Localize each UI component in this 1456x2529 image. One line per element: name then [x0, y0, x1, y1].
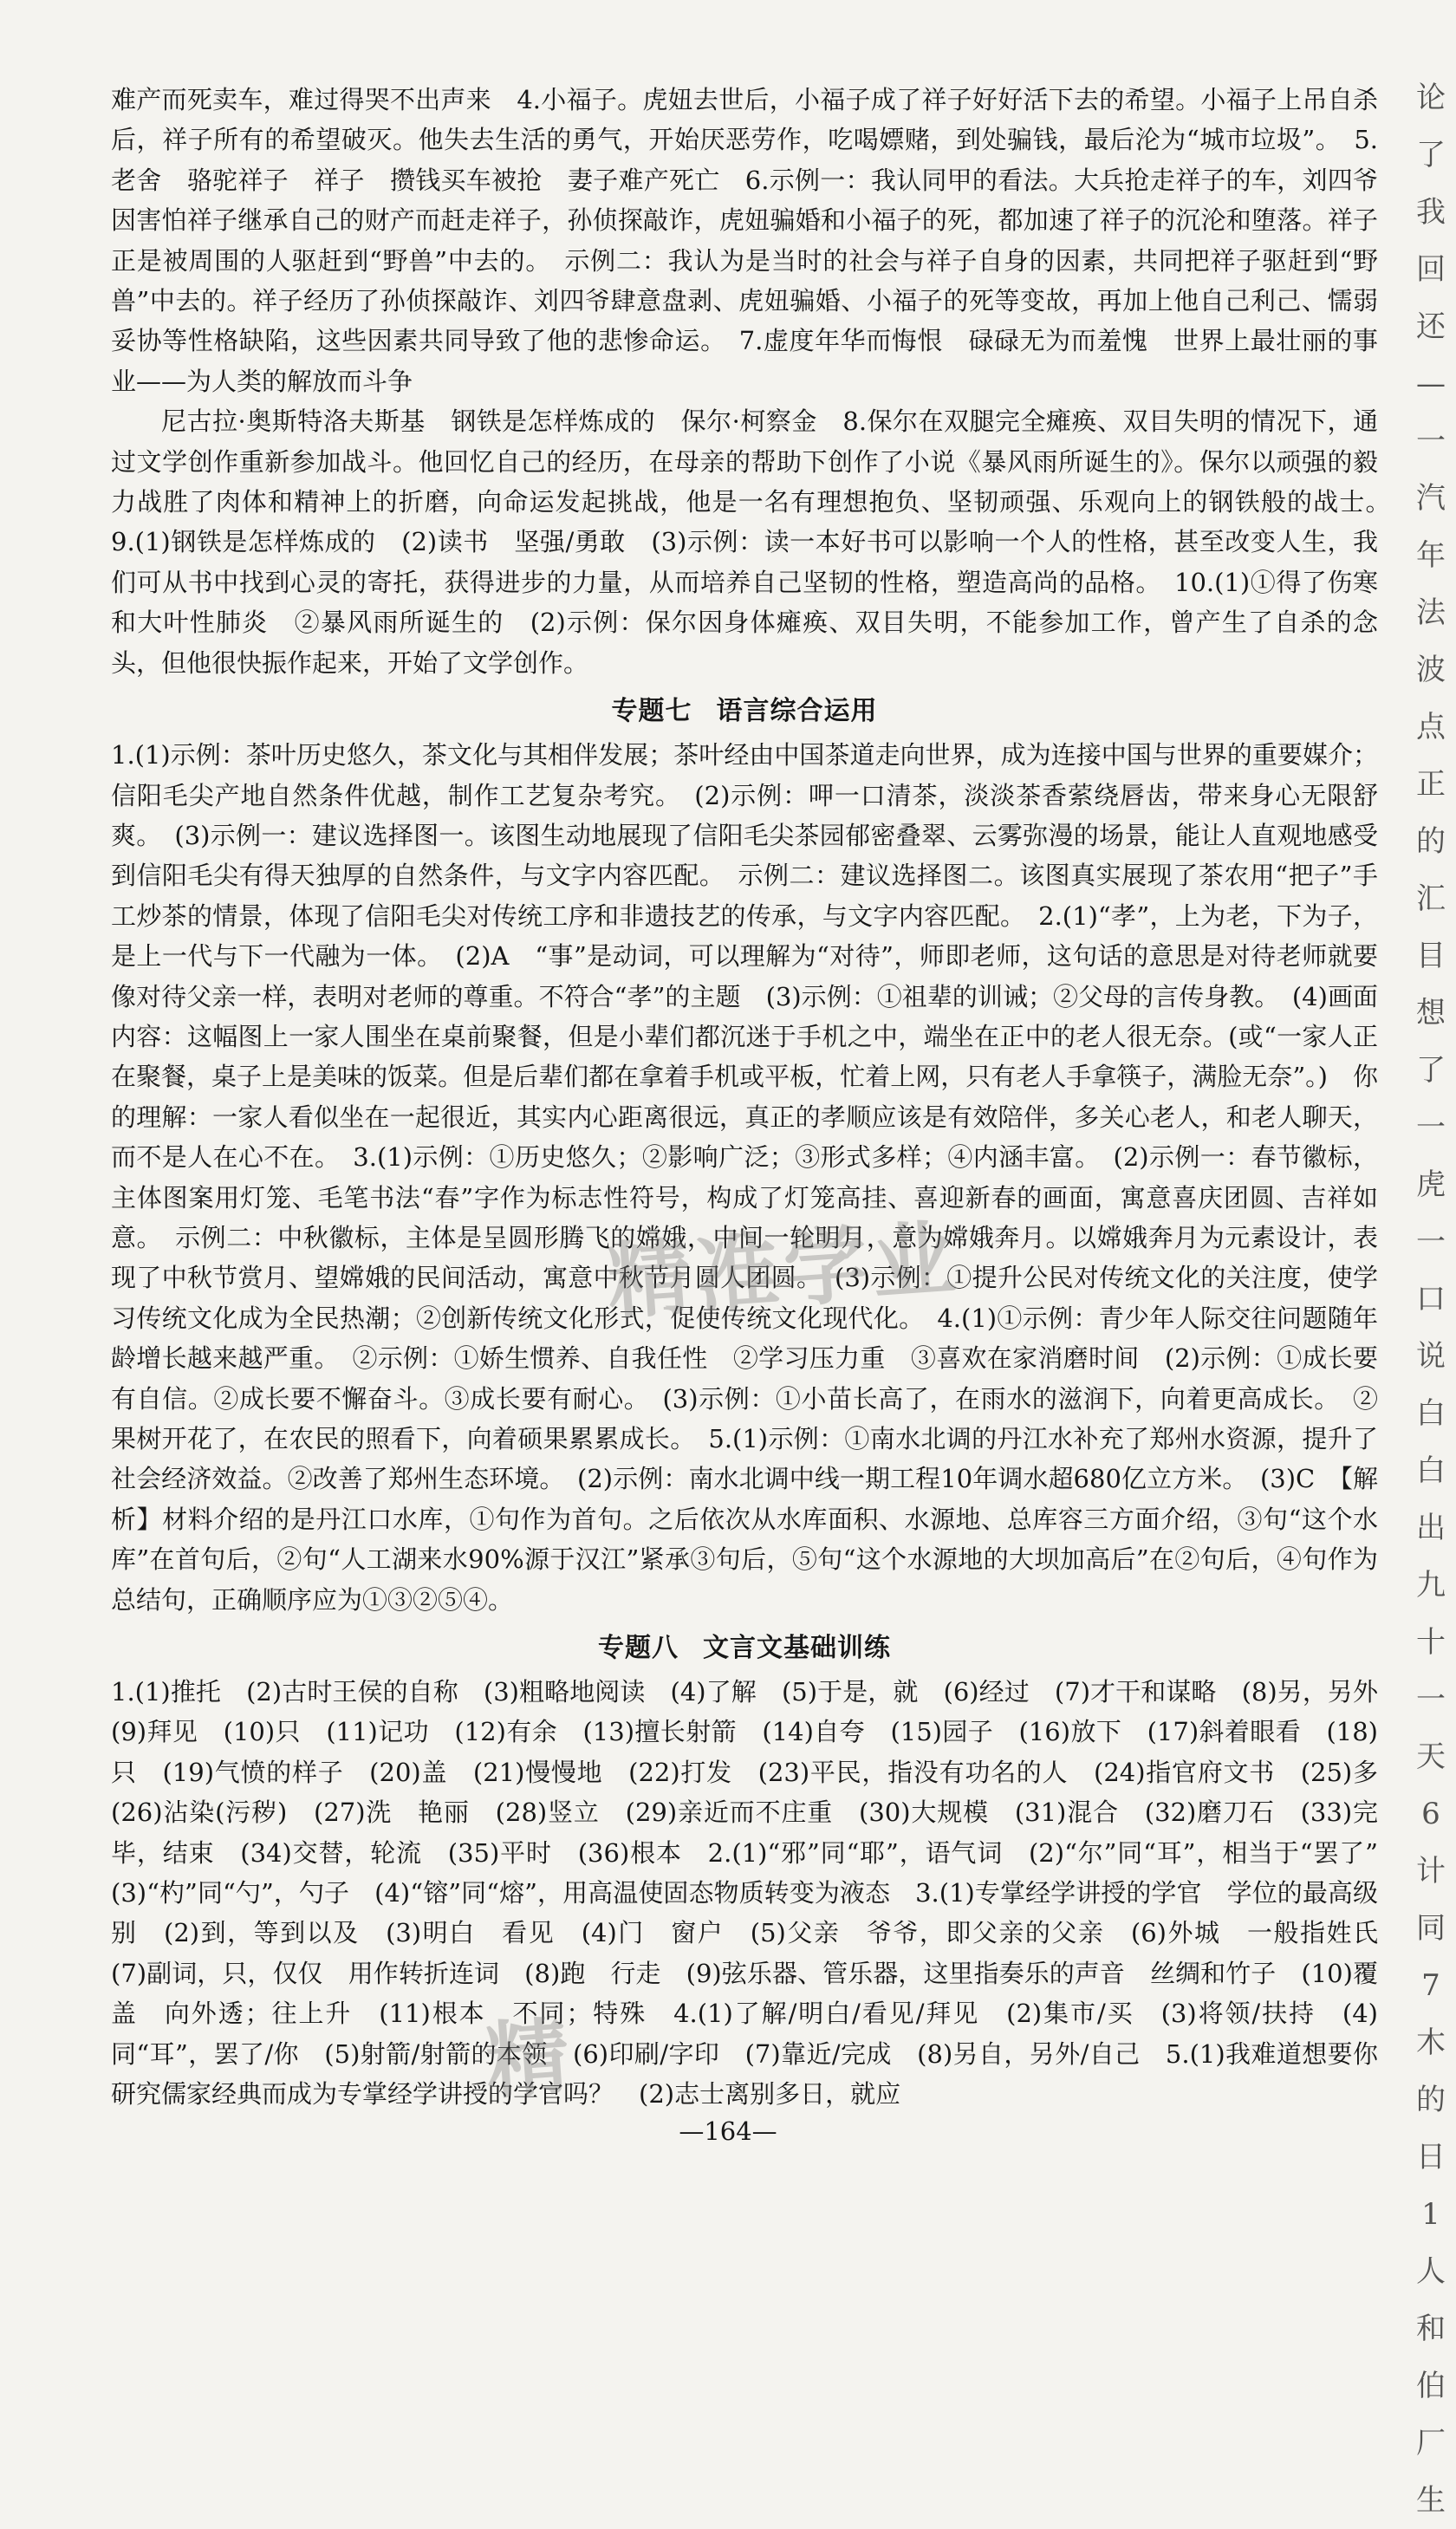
edge-glyph: 我	[1416, 195, 1446, 230]
section-7-answers: 1.(1)示例：茶叶历史悠久，茶文化与其相伴发展；茶叶经由中国茶道走向世界，成为连接中国与世界的重要媒介；信阳毛尖产地自然条件优越，制作工艺复杂考究。 (2)示例：呷一口清茶，淡淡茶香萦绕唇齿，带来身心无限舒爽。 (3)示例一：建议选择图一。该图生动地展现了信阳毛尖茶园郁密叠翠、云雾弥漫的场景，能让人直观地感受到信阳毛尖有得天独厚的自然条件，与文字内容匹配。 示例二：建议选择图二。该图真实展现了茶农用“把子”手工炒茶的情景，体现了信阳毛尖对传统工序和非遗技艺的传承，与文字内容匹配。 2.(1)“孝”，上为老，下为子，是上一代与下一代融为一体。 (2)A “事”是动词，可以理解为“对待”，师即老师，这句话的意思是对待老师就要像对待父亲一样，表明对老师的尊重。不符合“孝”的主题 (3)示例：①祖辈的训诫；②父母的言传身教。 (4)画面内容：这幅图上一家人围坐在桌前聚餐，但是小辈们都沉迷于手机之中，端坐在正中的老人很无奈。(或“一家人正在聚餐，桌子上是美味的饭菜。但是后辈们都在拿着手机或平板，忙着上网，只有老人手拿筷子，满脸无奈”。) 你的理解：一家人看似坐在一起很近，其实内心距离很远，真正的孝顺应该是有效陪伴，多关心老人，和老人聊天，而不是人在心不在。 3.(1)示例：①历史悠久；②影响广泛；③形式多样；④内涵丰富。 (2)示例一：春节徽标，主体图案用灯笼、毛笔书法“春”字作为标志性符号，构成了灯笼高挂、喜迎新春的画面，寓意喜庆团圆、吉祥如意。 示例二：中秋徽标，主体是呈圆形腾飞的嫦娥，中间一轮明月，意为嫦娥奔月。以嫦娥奔月为元素设计，表现了中秋节赏月、望嫦娥的民间活动，寓意中秋节月圆人团圆。 (3)示例：①提升公民对传统文化的关注度，使学习传统文化成为全民热潮；②创新传统文化形式，促使传统文化现代化。 4.(1)①示例：青少年人际交往问题随年龄增长越来越严重。 ②示例：①娇生惯养、自我任性 ②学习压力重 ③喜欢在家消磨时间 (2)示例：①成长要有自信。②成长要不懈奋斗。③成长要有耐心。 (3)示例：①小苗长高了，在雨水的滋润下，向着更高成长。 ②果树开花了，在农民的照看下，向着硕果累累成长。 5.(1)示例：①南水北调的丹江水补充了郑州水资源，提升了社会经济效益。②改善了郑州生态环境。 (2)示例：南水北调中线一期工程10年调水超680亿立方米。 (3)C 【解析】材料介绍的是丹江口水库，①句作为首句。之后依次从水库面积、水源地、总库容三方面介绍，③句“这个水库”在首句后，②句“人工湖来水90%源于汉江”紧承③句后，⑤句“这个水源地的大坝加高后”在②句后，④句作为总结句，正确顺序应为①③②⑤④。	[111, 740, 1378, 1615]
watermark: 精准学业	[604, 1209, 964, 1332]
edge-glyph: 点	[1416, 710, 1446, 744]
edge-glyph: 说	[1416, 1339, 1446, 1374]
answer-paragraph-2: 尼古拉·奥斯特洛夫斯基 钢铁是怎样炼成的 保尔·柯察金 8.保尔在双腿完全瘫痪、双目失明的情况下，通过文学创作重新参加战斗。他回忆自己的经历，在母亲的帮助下创作了小说《暴风雨所诞生的》。保尔以顽强的毅力战胜了肉体和精神上的折磨，向命运发起挑战，他是一名有理想抱负、坚韧顽强、乐观向上的钢铁般的战士。 9.(1)钢铁是怎样炼成的 (2)读书 坚强/勇敢 (3)示例：读一本好书可以影响一个人的性格，甚至改变人生，我们可从书中找到心灵的寄托，获得进步的力量，从而培养自己坚韧的性格，塑造高尚的品格。 10.(1)①得了伤寒和大叶性肺炎 ②暴风雨所诞生的 (2)示例：保尔因身体瘫痪、双目失明，不能参加工作，曾产生了自杀的念头，但他很快振作起来，开始了文学创作。	[111, 406, 1404, 678]
edge-glyph: 7	[1421, 1968, 1440, 2003]
edge-glyph: —	[1416, 367, 1446, 401]
edge-glyph: 白	[1416, 1453, 1446, 1488]
section-title-8: 文言文基础训练	[703, 1633, 891, 1664]
edge-glyph: 一	[1416, 1110, 1446, 1145]
edge-glyph: 一	[1416, 1682, 1446, 1717]
edge-glyph: 和	[1416, 2311, 1446, 2346]
edge-glyph: 同	[1416, 1911, 1446, 1946]
edge-glyph: 十	[1416, 1625, 1446, 1660]
edge-glyph: 一	[1416, 1225, 1446, 1259]
edge-glyph: 还	[1416, 309, 1446, 344]
edge-glyph: 计	[1416, 1854, 1446, 1889]
page-number: —164—	[679, 2116, 777, 2146]
edge-glyph: 法	[1416, 595, 1446, 630]
answer-paragraph-1: 难产而死卖车，难过得哭不出声来 4.小福子。虎妞去世后，小福子成了祥子好好活下去的希望。小福子上吊自杀后，祥子所有的希望破灭。他失去生活的勇气，开始厌恶劳作，吃喝嫖赌，到处骗钱，最后沦为“城市垃圾”。 5.老舍 骆驼祥子 祥子 攒钱买车被抢 妻子难产死亡 6.示例一：我认同甲的看法。大兵抢走祥子的车，刘四爷因害怕祥子继承自己的财产而赶走祥子，孙侦探敲诈，虎妞骗婚和小福子的死，都加速了祥子的沉沦和堕落。祥子正是被周围的人驱赶到“野兽”中去的。 示例二：我认为是当时的社会与祥子自身的因素，共同把祥子驱赶到“野兽”中去的。祥子经历了孙侦探敲诈、刘四爷肆意盘剥、虎妞骗婚、小福子的死等变故，再加上他自己利己、懦弱妥协等性格缺陷，这些因素共同导致了他的悲惨命运。 7.虚度年华而悔恨 碌碌无为而羞愧 世界上最壮丽的事业——为人类的解放而斗争	[111, 85, 1378, 396]
edge-glyph: 想	[1416, 996, 1446, 1030]
edge-glyph: 白	[1416, 1396, 1446, 1431]
adjacent-page-edge	[1406, 69, 1456, 2518]
edge-glyph: 日	[1416, 2140, 1446, 2175]
edge-glyph: 正	[1416, 767, 1446, 802]
edge-glyph: 汽	[1416, 481, 1446, 516]
edge-glyph: 论	[1416, 81, 1446, 115]
edge-glyph: 的	[1416, 824, 1446, 859]
edge-glyph: 九	[1416, 1568, 1446, 1603]
edge-glyph: 6	[1421, 1797, 1440, 1831]
edge-glyph: 回	[1416, 252, 1446, 287]
section-title-7: 语言综合运用	[716, 696, 878, 727]
edge-glyph: 天	[1416, 1739, 1446, 1774]
edge-glyph: 了	[1416, 1053, 1446, 1088]
edge-glyph: 生	[1416, 2483, 1446, 2518]
edge-glyph: 虎	[1416, 1167, 1446, 1202]
edge-glyph: 厂	[1416, 2426, 1446, 2461]
edge-glyph: 目	[1416, 939, 1446, 973]
edge-glyph: 了	[1416, 138, 1446, 172]
edge-glyph: 一	[1416, 424, 1446, 458]
edge-glyph: 波	[1416, 653, 1446, 687]
edge-glyph: 汇	[1416, 881, 1446, 916]
edge-glyph: 口	[1416, 1282, 1446, 1317]
section-heading-8	[111, 1629, 1378, 1668]
edge-glyph: 人	[1416, 2254, 1446, 2289]
section-number-7: 专题七	[611, 696, 692, 727]
section-heading-7	[111, 692, 1378, 731]
edge-glyph: 年	[1416, 538, 1446, 573]
edge-glyph: 伯	[1416, 2369, 1446, 2403]
edge-glyph: 1	[1421, 2197, 1440, 2232]
watermark: 精	[482, 2007, 578, 2111]
edge-glyph: 木	[1416, 2025, 1446, 2060]
section-number-8: 专题八	[598, 1633, 679, 1664]
edge-glyph: 出	[1416, 1511, 1446, 1545]
section-8-answers: 1.(1)推托 (2)古时王侯的自称 (3)粗略地阅读 (4)了解 (5)于是，就 (6)经过 (7)才干和谋略 (8)另，另外 (9)拜见 (10)只 (11)记功 (12)有余 (13)擅长射箭 (14)自夸 (15)园子 (16)放下 (17)斜着眼看 (18)只 (19)气愤的样子 (20)盖 (21)慢慢地 (22)打发 (23)平民，指没有功名的人 (24)指官府文书 (25)多 (26)沾染(污秽) (27)洗 艳丽 (28)竖立 (29)亲近而不庄重 (30)大规模 (31)混合 (32)磨刀石 (33)完毕，结束 (34)交替，轮流 (35)平时 (36)根本 2.(1)“邪”同“耶”，语气词 (2)“尔”同“耳”，相当于“罢了” (3)“杓”同“勺”，勺子 (4)“镕”同“熔”，用高温使固态物质转变为液态 3.(1)专掌经学讲授的学官 学位的最高级别 (2)到，等到以及 (3)明白 看见 (4)门 窗户 (5)父亲 爷爷，即父亲的父亲 (6)外城 一般指姓氏 (7)副词，只，仅仅 用作转折连词 (8)跑 行走 (9)弦乐器、管乐器，这里指奏乐的声音 丝绸和竹子 (10)覆盖 向外透；往上升 (11)根本 不同；特殊 4.(1)了解/明白/看见/拜见 (2)集市/买 (3)将领/扶持 (4)同“耳”，罢了/你 (5)射箭/射箭的本领 (6)印刷/字印 (7)靠近/完成 (8)另自，另外/自己 5.(1)我难道想要你研究儒家经典而成为专掌经学讲授的学官吗？ (2)志士离别多日，就应	[111, 1677, 1404, 2110]
answer-page	[111, 80, 1404, 2115]
edge-glyph: 的	[1416, 2083, 1446, 2117]
